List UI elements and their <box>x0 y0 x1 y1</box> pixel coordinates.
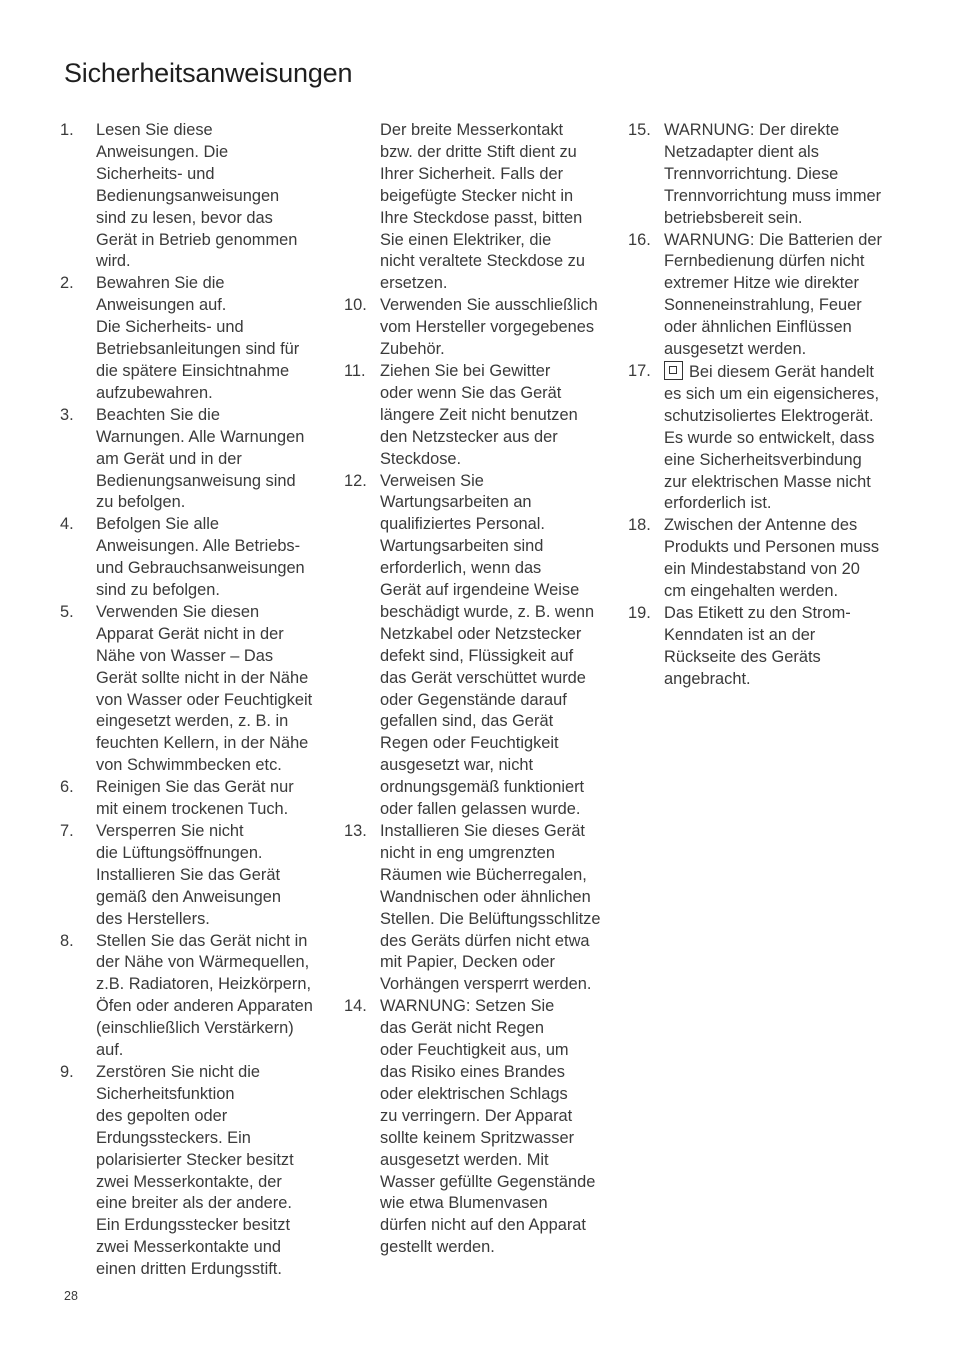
text-line: ausgesetzt war, nicht <box>380 756 534 775</box>
text-line: eine breiter als der andere. <box>96 1194 292 1213</box>
list-item-text <box>380 996 595 1259</box>
text-line: wird. <box>96 252 131 271</box>
text-line: Ein Erdungsstecker besitzt <box>96 1216 291 1235</box>
text-line: zur elektrischen Masse nicht <box>664 472 871 491</box>
list-item <box>344 295 600 361</box>
list-item <box>60 777 313 821</box>
text-line: Sicherheitsfunktion <box>96 1084 235 1103</box>
text-line: der Nähe von Wärmequellen, <box>96 953 310 972</box>
text-line: Warnungen. Alle Warnungen <box>96 427 305 446</box>
text-line: sind zu befolgen. <box>96 581 220 600</box>
text-line: Sie einen Elektriker, die <box>380 230 552 249</box>
list-item-number: 11. <box>344 361 366 380</box>
text-line: oder fallen gelassen wurde. <box>380 800 581 819</box>
text-line: Vorhängen versperrt werden. <box>380 975 592 994</box>
text-line: zwei Messerkontakte und <box>96 1238 281 1257</box>
text-line: wie etwa Blumenvasen <box>380 1194 548 1213</box>
text-line: z.B. Radiatoren, Heizkörpern, <box>96 975 311 994</box>
text-line: Das Etikett zu den Strom- <box>664 603 851 622</box>
text-line: eingesetzt werden, z. B. in <box>96 712 289 731</box>
column-3 <box>628 120 882 691</box>
text-line: des gepolten oder <box>96 1106 228 1125</box>
text-line: schutzisoliertes Elektrogerät. <box>664 406 874 425</box>
list-item-text <box>96 821 281 931</box>
text-line: vom Hersteller vorgegebenes <box>380 318 595 337</box>
text-line: oder Gegenstände darauf <box>380 690 567 709</box>
text-line: Ihre Steckdose passt, bitten <box>380 208 583 227</box>
text-line: die Lüftungsöffnungen. <box>96 843 263 862</box>
text-line: gestellt werden. <box>380 1238 495 1257</box>
text-line: Zwischen der Antenne des <box>664 516 858 535</box>
list-item-text <box>380 821 600 996</box>
text-line: das Gerät verschüttet wurde <box>380 668 586 687</box>
text-line: gemäß den Anweisungen <box>96 887 281 906</box>
list-item-number: 5. <box>60 602 74 621</box>
text-line: beschädigt wurde, z. B. wenn <box>380 602 595 621</box>
list-item <box>344 821 600 996</box>
text-line: Stellen Sie das Gerät nicht in <box>96 931 308 950</box>
text-line: das Risiko eines Brandes <box>380 1062 565 1081</box>
text-line: Steckdose. <box>380 449 462 468</box>
text-line: WARNUNG: Der direkte <box>664 121 840 139</box>
list-item-number: 9. <box>60 1062 74 1081</box>
list-item-text <box>96 120 297 273</box>
column-1 <box>60 120 313 1281</box>
list-item-number: 3. <box>60 405 74 424</box>
list-item-text <box>664 603 851 691</box>
text-line: Nähe von Wasser – Das <box>96 646 274 665</box>
text-line: Versperren Sie nicht <box>96 822 244 840</box>
list-item-number: 17. <box>628 361 651 380</box>
text-line: Lesen Sie diese <box>96 121 213 139</box>
list-item-number: 19. <box>628 603 651 622</box>
text-line: Regen oder Feuchtigkeit <box>380 734 559 753</box>
text-line: oder wenn Sie das Gerät <box>380 383 562 402</box>
text-line: WARNUNG: Die Batterien der <box>664 230 882 249</box>
list-item-text <box>664 361 879 515</box>
list-item-text <box>96 777 294 821</box>
text-line: Wartungsarbeiten an <box>380 493 532 512</box>
text-line: Befolgen Sie alle <box>96 515 220 534</box>
text-line: die spätere Einsichtnahme <box>96 361 290 380</box>
list-item-number: 10. <box>344 296 367 315</box>
text-line: es sich um ein eigensicheres, <box>664 384 880 403</box>
text-line: Trennvorrichtung muss immer <box>664 186 882 205</box>
text-line: (einschließlich Verstärkern) <box>96 1019 294 1038</box>
list-item <box>344 471 600 822</box>
list-item-text <box>380 471 594 822</box>
list-item <box>60 273 313 404</box>
text-line: Fernbedienung dürfen nicht <box>664 252 865 271</box>
class-ii-double-insulation-icon <box>664 361 683 380</box>
text-line: Apparat Gerät nicht in der <box>96 624 284 643</box>
page-title: Sicherheitsanweisungen <box>64 58 353 88</box>
list-item <box>628 603 882 691</box>
text-line <box>664 361 879 384</box>
list-item-number: 15. <box>628 121 651 139</box>
text-line: das Gerät nicht Regen <box>380 1019 545 1038</box>
list-item <box>628 230 882 361</box>
list-item-text <box>96 405 304 515</box>
text-line: zwei Messerkontakte, der <box>96 1172 282 1191</box>
text-line: oder elektrischen Schlags <box>380 1084 568 1103</box>
text-line: Anweisungen auf. <box>96 296 227 315</box>
text-line: längere Zeit nicht benutzen <box>380 405 578 424</box>
text-line: beigefügte Stecker nicht in <box>380 186 574 205</box>
text-line: Verwenden Sie diesen <box>96 602 260 621</box>
list-item-number <box>344 120 380 295</box>
text-line: ordnungsgemäß funktioniert <box>380 778 585 797</box>
list-item-number: 6. <box>60 778 74 797</box>
list-item <box>60 931 313 1062</box>
list-item <box>344 996 600 1259</box>
text-line: von Schwimmbecken etc. <box>96 756 282 775</box>
text-line: Netzadapter dient als <box>664 142 819 161</box>
text-line: Erdungssteckers. Ein <box>96 1128 251 1147</box>
text-line: Wandnischen oder ähnlichen <box>380 887 591 906</box>
text-line: Bedienungsanweisungen <box>96 186 280 205</box>
text-line: ausgesetzt werden. Mit <box>380 1150 549 1169</box>
text-line: eine Sicherheitsverbindung <box>664 450 862 469</box>
list-item-text <box>96 514 305 602</box>
text-line: Gerät in Betrieb genommen <box>96 230 298 249</box>
text-line: betriebsbereit sein. <box>664 208 803 227</box>
text-line: Wartungsarbeiten sind <box>380 537 544 556</box>
text-line: des Geräts dürfen nicht etwa <box>380 931 590 950</box>
text-line: Installieren Sie das Gerät <box>96 865 281 884</box>
text-line: Netzkabel oder Netzstecker <box>380 624 582 643</box>
text-line: dürfen nicht auf den Apparat <box>380 1216 586 1235</box>
list-item-text <box>664 120 881 230</box>
list-item-number: 8. <box>60 931 74 950</box>
text-line: Bewahren Sie die <box>96 274 225 293</box>
text-line: extremer Hitze wie direkter <box>664 274 859 293</box>
list-item <box>60 405 313 515</box>
text-line: ausgesetzt werden. <box>664 340 807 359</box>
list-item-number: 12. <box>344 471 367 490</box>
text-line: aufzubewahren. <box>96 383 213 402</box>
list-item-text <box>96 602 312 777</box>
list-item-number: 1. <box>60 121 74 139</box>
text-line: Zubehör. <box>380 340 445 359</box>
list-item-text <box>664 515 879 603</box>
text-line: Verwenden Sie ausschließlich <box>380 296 598 315</box>
list-item <box>60 821 313 931</box>
text-line: feuchten Kellern, in der Nähe <box>96 734 309 753</box>
list-item-text <box>380 120 585 295</box>
text-line: ein Mindestabstand von 20 <box>664 560 860 579</box>
text-line: von Wasser oder Feuchtigkeit <box>96 690 313 709</box>
list-item <box>628 361 882 515</box>
text-line: Anweisungen. Alle Betriebs- <box>96 537 301 556</box>
text-line: mit Papier, Decken oder <box>380 953 555 972</box>
text-line: Wasser gefüllte Gegenstände <box>380 1172 596 1191</box>
text-line: Die Sicherheits- und <box>96 318 244 337</box>
list-item-text <box>96 273 299 404</box>
text-line: Zerstören Sie nicht die <box>96 1062 260 1081</box>
list-item-text <box>380 295 598 361</box>
text-line: erforderlich, wenn das <box>380 559 542 578</box>
text-line: einen dritten Erdungsstift. <box>96 1260 282 1279</box>
text-line: WARNUNG: Setzen Sie <box>380 997 555 1016</box>
list-item-text <box>664 230 882 361</box>
list-item-number: 16. <box>628 230 651 249</box>
text-line-content: Bei diesem Gerät handelt <box>689 362 874 381</box>
text-line: Kenndaten ist an der <box>664 625 816 644</box>
list-item-number: 13. <box>344 822 367 840</box>
list-item-number: 14. <box>344 997 367 1016</box>
list-item <box>60 514 313 602</box>
text-line: Sicherheits- und <box>96 164 215 183</box>
text-line: Verweisen Sie <box>380 471 484 490</box>
text-line: qualifiziertes Personal. <box>380 515 545 534</box>
text-line: auf. <box>96 1041 124 1060</box>
list-item <box>60 120 313 273</box>
text-line: Anweisungen. Die <box>96 142 229 161</box>
text-line: cm eingehalten werden. <box>664 582 839 601</box>
text-line: erforderlich ist. <box>664 494 772 513</box>
list-item <box>60 602 313 777</box>
list-item <box>344 361 600 471</box>
list-item <box>60 1062 313 1281</box>
text-line: Rückseite des Geräts <box>664 647 821 666</box>
list-item <box>628 120 882 230</box>
list-item-text <box>96 1062 294 1281</box>
text-line: Stellen. Die Belüftungsschlitze <box>380 909 601 928</box>
text-line: Gerät sollte nicht in der Nähe <box>96 668 309 687</box>
list-item-number: 4. <box>60 515 74 534</box>
text-line: am Gerät und in der <box>96 449 242 468</box>
text-line: des Herstellers. <box>96 909 210 928</box>
list-item <box>344 120 600 295</box>
text-line: oder ähnlichen Einflüssen <box>664 318 852 337</box>
text-line: Sonneneinstrahlung, Feuer <box>664 296 862 315</box>
text-line: Bedienungsanweisung sind <box>96 471 296 490</box>
text-line: Räumen wie Bücherregalen, <box>380 865 587 884</box>
text-line: sollte keinem Spritzwasser <box>380 1128 575 1147</box>
text-line: defekt sind, Flüssigkeit auf <box>380 646 574 665</box>
text-line: Reinigen Sie das Gerät nur <box>96 778 294 797</box>
text-line: ersetzen. <box>380 274 448 293</box>
text-line: und Gebrauchsanweisungen <box>96 559 305 578</box>
text-line: oder Feuchtigkeit aus, um <box>380 1041 569 1060</box>
text-line: zu befolgen. <box>96 493 186 512</box>
text-line: bzw. der dritte Stift dient zu <box>380 142 577 161</box>
text-line: den Netzstecker aus der <box>380 427 558 446</box>
list-item-text <box>380 361 578 471</box>
text-line: Produkts und Personen muss <box>664 538 880 557</box>
text-line: Ziehen Sie bei Gewitter <box>380 361 551 380</box>
list-item-text <box>96 931 313 1062</box>
page-number: 28 <box>64 1289 78 1303</box>
text-line: Es wurde so entwickelt, dass <box>664 428 875 447</box>
text-line: Trennvorrichtung. Diese <box>664 164 839 183</box>
text-line: Installieren Sie dieses Gerät <box>380 822 585 840</box>
text-line: Der breite Messerkontakt <box>380 121 564 139</box>
text-line: Ihrer Sicherheit. Falls der <box>380 164 564 183</box>
text-line: angebracht. <box>664 669 751 688</box>
text-line: gefallen sind, das Gerät <box>380 712 554 731</box>
text-line: Öfen oder anderen Apparaten <box>96 997 313 1016</box>
text-line: zu verringern. Der Apparat <box>380 1106 573 1125</box>
list-item <box>628 515 882 603</box>
text-line: Gerät auf irgendeine Weise <box>380 581 580 600</box>
text-line: polarisierter Stecker besitzt <box>96 1150 294 1169</box>
text-line: Beachten Sie die <box>96 405 220 424</box>
column-2 <box>344 120 600 1259</box>
list-item-number: 18. <box>628 516 651 535</box>
text-line: sind zu lesen, bevor das <box>96 208 273 227</box>
list-item-number: 2. <box>60 274 74 293</box>
text-line: nicht veraltete Steckdose zu <box>380 252 585 271</box>
text-line: mit einem trockenen Tuch. <box>96 800 289 819</box>
list-item-number: 7. <box>60 822 74 840</box>
text-line: Betriebsanleitungen sind für <box>96 340 300 359</box>
text-line: nicht in eng umgrenzten <box>380 843 555 862</box>
